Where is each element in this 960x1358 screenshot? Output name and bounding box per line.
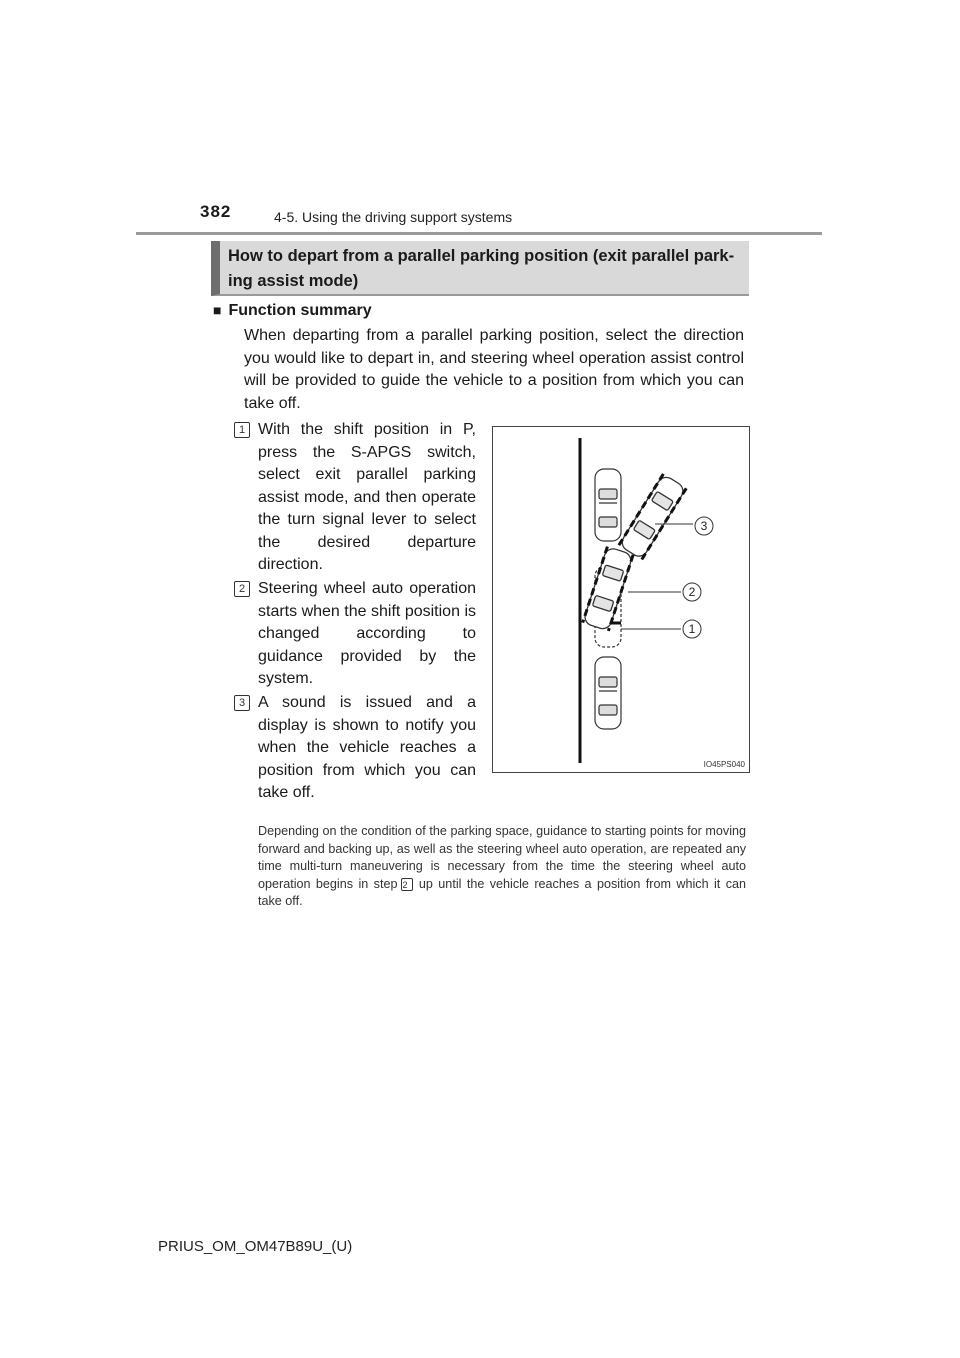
function-summary-heading [213,302,372,320]
square-bullet-icon: ■ [213,302,222,318]
topic-title-line-2: ing assist mode) [228,272,359,290]
callout-3-label: 3 [700,519,708,533]
function-summary-text: When departing from a parallel parking position, select the direction you would like to depart in, and steering wheel operation assist control will be provided to guide the vehicle to a position from which you can take off. [244,327,744,412]
step-1-text: With the shift position in P, press the S-APGS switch, select exit parallel parking assist mode, and then operate the turn signal lever to select the desired departure direction. [258,421,476,573]
note-step-ref-badge: 2 [401,878,413,891]
own-car-position-3 [619,474,686,560]
callout-2-label: 2 [688,585,696,599]
figure-code: IO45PS040 [703,760,745,769]
note-paragraph [258,823,746,911]
step-3-text: A sound is issued and a display is shown to notify you when the vehicle reaches a position from which you can take off. [258,694,476,801]
note-text-after: up until the vehicle reaches a position from which it can take off. [258,876,747,908]
parking-diagram-illustration [493,427,751,774]
header-rule [136,232,822,235]
parked-car-rear [595,657,621,729]
page-number: 382 [200,202,232,221]
topic-title-line-1: How to depart from a parallel parking position (exit parallel park- [228,247,735,265]
own-car-position-2 [583,547,633,631]
callout-1-label: 1 [688,622,696,636]
step-1-badge: 1 [234,422,250,438]
note-text: Depending on the condition of the parking space, guidance to starting points for moving forward and backing up, as well as the steering wheel auto operation, are repeated any time multi-turn maneuvering is necessary from the time the steering wheel auto operation begins in step [258,824,746,891]
step-3-badge: 3 [234,695,250,711]
section-header: 4-5. Using the driving support systems [274,209,513,225]
function-summary-label: Function summary [228,302,372,319]
step-2-text: Steering wheel auto operation starts when the shift position is changed according to guidance provided by the system. [258,580,476,687]
parked-car-front [595,469,621,541]
topic-title-box [211,241,749,296]
document-footer: PRIUS_OM_OM47B89U_(U) [158,1238,353,1255]
parking-diagram [492,426,750,773]
step-2-badge: 2 [234,581,250,597]
